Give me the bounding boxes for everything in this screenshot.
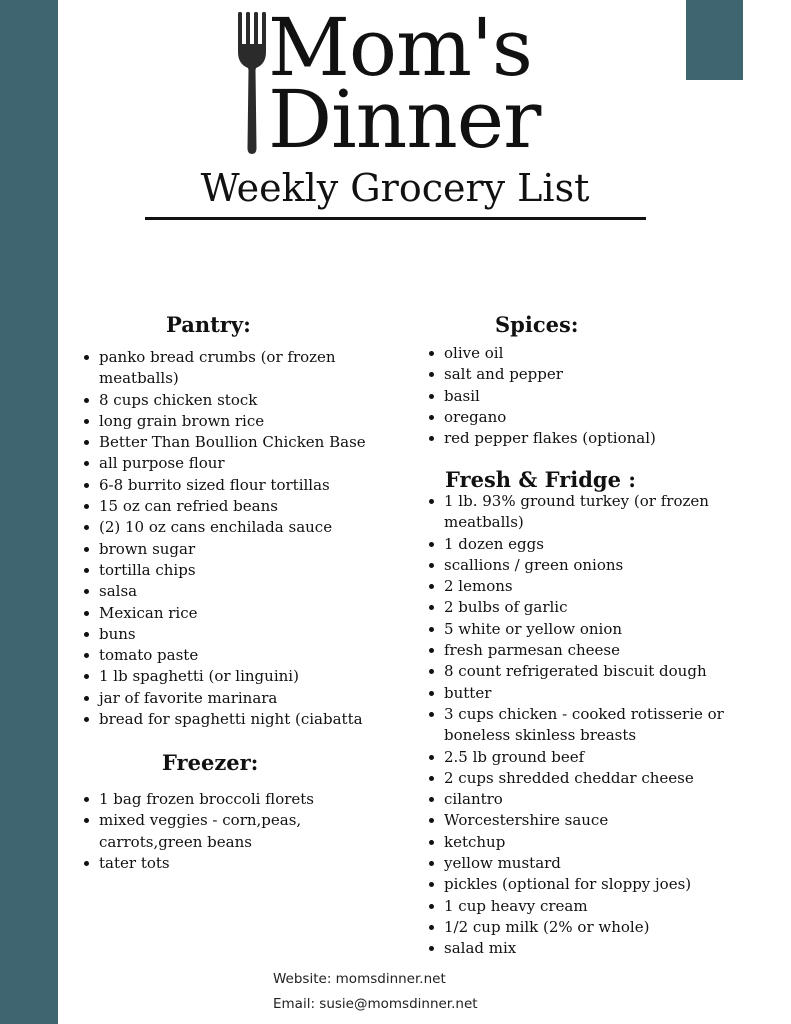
- list-item: panko bread crumbs (or frozen meatballs): [99, 347, 399, 390]
- spices-list: [423, 343, 764, 449]
- list-item: 8 count refrigerated biscuit dough: [444, 661, 744, 682]
- list-item: bread for spaghetti night (ciabatta: [99, 709, 399, 730]
- list-item: butter: [444, 683, 744, 704]
- list-item: Mexican rice: [99, 603, 399, 624]
- list-item: salsa: [99, 581, 399, 602]
- fork-icon: [237, 12, 267, 154]
- list-item: salt and pepper: [444, 364, 764, 385]
- list-item: 2.5 lb ground beef: [444, 747, 744, 768]
- list-item: oregano: [444, 407, 764, 428]
- list-item: scallions / green onions: [444, 555, 744, 576]
- list-item: pickles (optional for sloppy joes): [444, 874, 744, 895]
- list-item: 2 cups shredded cheddar cheese: [444, 768, 744, 789]
- list-item: mixed veggies - corn,peas, carrots,green beans: [99, 810, 399, 853]
- list-item: Worcestershire sauce: [444, 810, 744, 831]
- list-item: 5 white or yellow onion: [444, 619, 744, 640]
- list-item: jar of favorite marinara: [99, 688, 399, 709]
- list-item: olive oil: [444, 343, 764, 364]
- fresh-fridge-heading: Fresh & Fridge :: [445, 467, 637, 492]
- freezer-heading: Freezer:: [162, 750, 259, 775]
- list-item: all purpose flour: [99, 453, 399, 474]
- list-item: 1 bag frozen broccoli florets: [99, 789, 399, 810]
- list-item: (2) 10 oz cans enchilada sauce: [99, 517, 399, 538]
- list-item: brown sugar: [99, 539, 399, 560]
- list-item: 2 bulbs of garlic: [444, 597, 744, 618]
- list-item: long grain brown rice: [99, 411, 399, 432]
- brand-name-line2: Dinner: [268, 73, 541, 166]
- spices-heading: Spices:: [495, 312, 579, 337]
- left-accent-bar: [0, 0, 58, 1024]
- fresh-fridge-list: [423, 491, 744, 960]
- list-item: 1 lb. 93% ground turkey (or frozen meatballs): [444, 491, 744, 534]
- list-item: tater tots: [99, 853, 399, 874]
- list-item: 15 oz can refried beans: [99, 496, 399, 517]
- list-item: fresh parmesan cheese: [444, 640, 744, 661]
- list-item: ketchup: [444, 832, 744, 853]
- list-item: 1 lb spaghetti (or linguini): [99, 666, 399, 687]
- list-item: basil: [444, 386, 764, 407]
- list-item: 6-8 burrito sized flour tortillas: [99, 475, 399, 496]
- list-item: yellow mustard: [444, 853, 744, 874]
- list-item: Better Than Boullion Chicken Base: [99, 432, 399, 453]
- corner-accent-block: [686, 0, 743, 80]
- footer-website: Website: momsdinner.net: [273, 971, 446, 987]
- list-item: 1/2 cup milk (2% or whole): [444, 917, 744, 938]
- pantry-list: [78, 347, 399, 730]
- pantry-heading: Pantry:: [166, 312, 251, 337]
- freezer-list: [78, 789, 399, 874]
- list-item: 8 cups chicken stock: [99, 390, 399, 411]
- list-item: 1 dozen eggs: [444, 534, 744, 555]
- list-item: tortilla chips: [99, 560, 399, 581]
- list-item: cilantro: [444, 789, 744, 810]
- list-item: 2 lemons: [444, 576, 744, 597]
- page-title: Weekly Grocery List: [200, 166, 590, 210]
- list-item: 3 cups chicken - cooked rotisserie or boneless skinless breasts: [444, 704, 744, 747]
- list-item: red pepper flakes (optional): [444, 428, 764, 449]
- list-item: salad mix: [444, 938, 744, 959]
- list-item: tomato paste: [99, 645, 399, 666]
- list-item: buns: [99, 624, 399, 645]
- brand-name-line1: Mom's: [268, 1, 532, 94]
- title-divider: [145, 217, 646, 220]
- footer-email: Email: susie@momsdinner.net: [273, 996, 478, 1012]
- list-item: 1 cup heavy cream: [444, 896, 744, 917]
